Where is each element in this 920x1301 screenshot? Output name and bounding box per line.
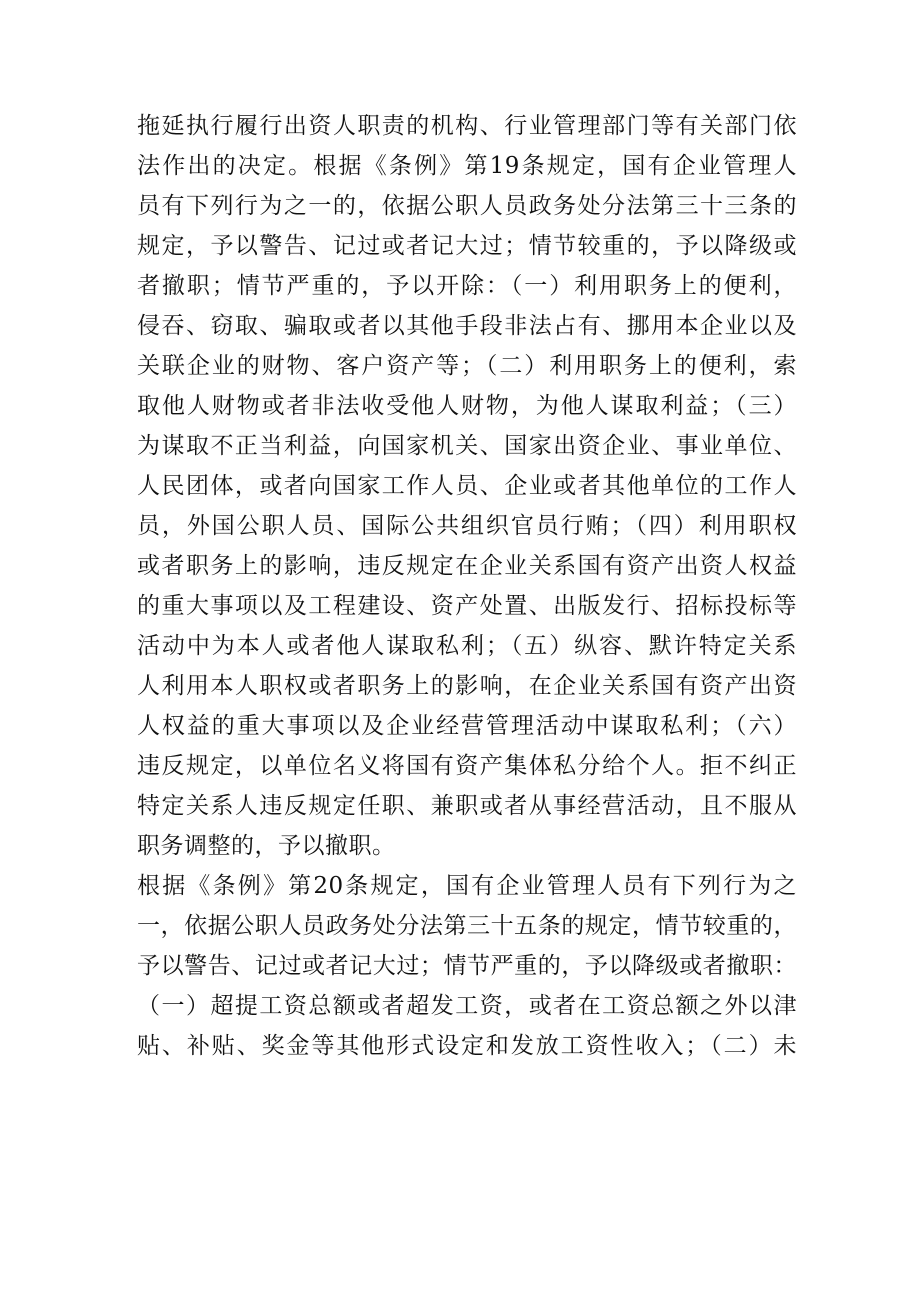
text-line: 职务调整的，予以撤职。 xyxy=(137,833,396,859)
text-line: 的重大事项以及工程建设、资产处置、出版发行、招标投标等 xyxy=(137,593,797,619)
text-line: 一，依据公职人员政务处分法第三十五条的规定，情节较重的， xyxy=(137,913,797,939)
paragraph-article-20 xyxy=(137,866,797,1066)
text-line: 违反规定，以单位名义将国有资产集体私分给个人。拒不纠正 xyxy=(137,753,797,779)
text-line: 拖延执行履行出资人职责的机构、行业管理部门等有关部门依 xyxy=(137,113,797,139)
text-line: 关联企业的财物、客户资产等；（二）利用职务上的便利，索 xyxy=(137,353,797,379)
text-line: 员，外国公职人员、国际公共组织官员行贿；（四）利用职权 xyxy=(137,513,797,539)
text-line: 或者职务上的影响，违反规定在企业关系国有资产出资人权益 xyxy=(137,553,797,579)
text-line: 侵吞、窃取、骗取或者以其他手段非法占有、挪用本企业以及 xyxy=(137,313,797,339)
text-line: 人权益的重大事项以及企业经营管理活动中谋取私利；（六） xyxy=(137,713,797,739)
paragraph-article-19 xyxy=(137,106,797,866)
text-line: 取他人财物或者非法收受他人财物，为他人谋取利益；（三） xyxy=(137,393,797,419)
document-body xyxy=(137,106,797,1066)
text-line: 特定关系人违反规定任职、兼职或者从事经营活动，且不服从 xyxy=(137,793,797,819)
text-line: 贴、补贴、奖金等其他形式设定和发放工资性收入；（二）未 xyxy=(137,1033,797,1059)
text-line: 规定，予以警告、记过或者记大过；情节较重的，予以降级或 xyxy=(137,233,797,259)
text-line: 法作出的决定。根据《条例》第19条规定，国有企业管理人 xyxy=(137,153,797,179)
text-line: 人利用本人职权或者职务上的影响，在企业关系国有资产出资 xyxy=(137,673,797,699)
text-line: 员有下列行为之一的，依据公职人员政务处分法第三十三条的 xyxy=(137,193,797,219)
text-line: 人民团体，或者向国家工作人员、企业或者其他单位的工作人 xyxy=(137,473,797,499)
text-line: 予以警告、记过或者记大过；情节严重的，予以降级或者撤职： xyxy=(137,953,797,979)
text-line: 活动中为本人或者他人谋取私利；（五）纵容、默许特定关系 xyxy=(137,633,797,659)
text-line: 根据《条例》第20条规定，国有企业管理人员有下列行为之 xyxy=(137,873,797,899)
text-line: 为谋取不正当利益，向国家机关、国家出资企业、事业单位、 xyxy=(137,433,797,459)
text-line: （一）超提工资总额或者超发工资，或者在工资总额之外以津 xyxy=(137,993,797,1019)
text-line: 者撤职；情节严重的，予以开除：（一）利用职务上的便利， xyxy=(137,273,797,299)
